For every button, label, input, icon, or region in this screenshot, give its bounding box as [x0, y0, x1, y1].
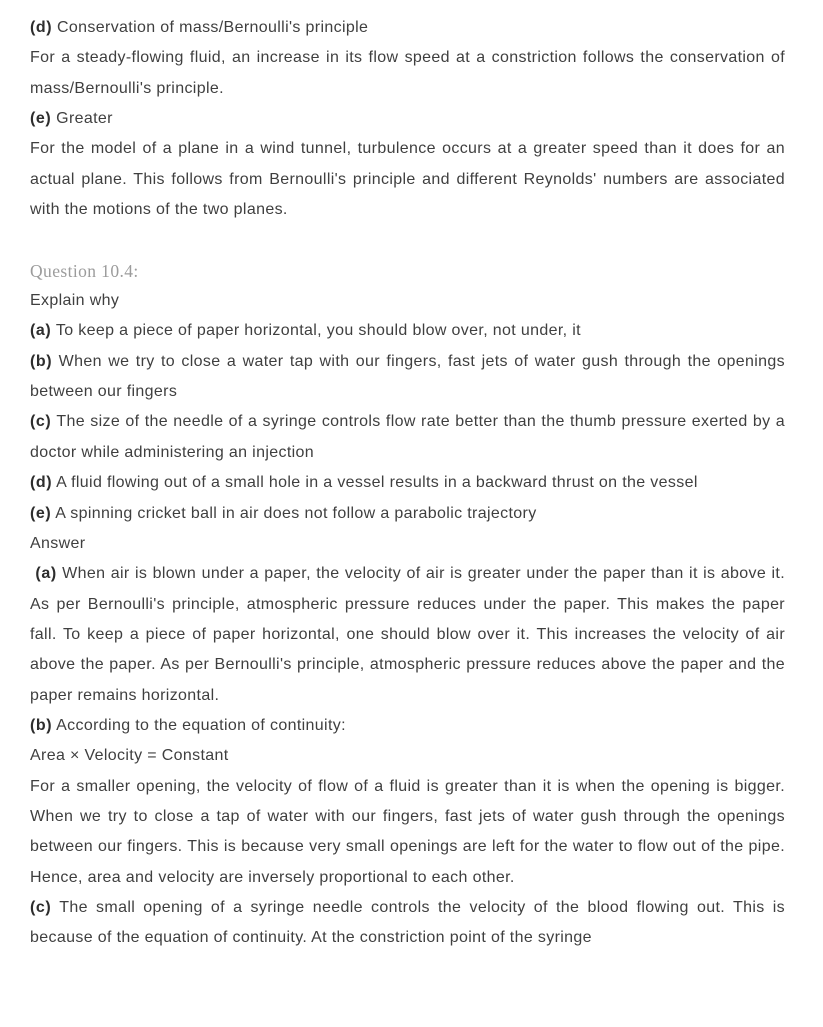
paragraph-text: The size of the needle of a syringe controls flow rate better than the thumb pressure exerted by a doctor while administering an injection	[30, 413, 785, 461]
paragraph-text: Answer	[30, 534, 86, 552]
paragraph-text: When we try to close a water tap with our fingers, fast jets of water gush through the openings between our fingers	[30, 352, 786, 401]
paragraph-text: The small opening of a syringe needle controls the velocity of the blood flowing out. This is because of the equation of continuity. At the constriction point of the syringe	[30, 898, 785, 947]
paragraph	[30, 559, 785, 711]
paragraph-text: Conservation of mass/Bernoulli's principle	[57, 19, 369, 36]
paragraph-text: A spinning cricket ball in air does not follow a parabolic trajectory	[55, 504, 537, 522]
list-marker: (b)	[30, 352, 53, 370]
paragraph-text: For the model of a plane in a wind tunnel, turbulence occurs at a greater speed than it does for an actual plane. This follows from Bernoulli's principle and different Reynolds' numbers are associated with the motions of the two planes.	[30, 140, 785, 219]
paragraph	[30, 286, 785, 316]
paragraph-text: Explain why	[30, 292, 120, 310]
paragraph-text: For a steady-flowing fluid, an increase in its flow speed at a constriction follows the conservation of mass/Bernoulli's principle.	[30, 49, 785, 97]
list-marker: (d)	[30, 474, 53, 492]
paragraph	[30, 13, 785, 43]
paragraph	[30, 711, 785, 741]
paragraph-text: Greater	[56, 110, 113, 128]
list-marker: (d)	[30, 19, 53, 36]
paragraph	[30, 316, 785, 346]
question-heading: Question 10.4:	[30, 260, 139, 281]
paragraph	[30, 104, 785, 134]
paragraph	[30, 741, 785, 771]
paragraph	[30, 499, 785, 529]
paragraph	[30, 407, 785, 468]
paragraph	[30, 468, 785, 498]
list-marker: (a)	[30, 322, 52, 340]
list-marker: (c)	[30, 898, 52, 916]
paragraph-text: A fluid flowing out of a small hole in a vessel results in a backward thrust on the vessel	[56, 474, 698, 492]
list-marker: (c)	[30, 413, 52, 431]
paragraph	[30, 134, 785, 225]
paragraph-text: To keep a piece of paper horizontal, you should blow over, not under, it	[55, 322, 581, 340]
paragraph-text: According to the equation of continuity:	[56, 716, 346, 734]
list-marker: (e)	[30, 110, 52, 128]
paragraph	[30, 43, 785, 104]
list-marker: (a)	[35, 565, 57, 583]
paragraph-text: For a smaller opening, the velocity of flow of a fluid is greater than it is when the opening is bigger. When we try to close a tap of water with our fingers, fast jets of water gush through the openings between our fingers. This is because very small openings are left for the water to flow out of the pipe. Hence, area and velocity are inversely proportional to each other.	[30, 777, 785, 886]
paragraph-text: When air is blown under a paper, the velocity of air is greater under the paper than it is above it. As per Bernoulli's principle, atmospheric pressure reduces under the paper. This makes the paper fall. To keep a piece of paper horizontal, one should blow over it. This increases the velocity of air above the paper. As per Bernoulli's principle, atmospheric pressure reduces above the paper and the paper remains horizontal.	[30, 565, 786, 704]
paragraph	[30, 893, 785, 954]
paragraph	[30, 529, 785, 559]
paragraph	[30, 772, 785, 893]
paragraph	[30, 347, 785, 408]
list-marker: (e)	[30, 504, 52, 522]
list-marker: (b)	[30, 716, 53, 734]
paragraph-text: Area × Velocity = Constant	[30, 747, 229, 765]
section-gap	[30, 225, 785, 255]
